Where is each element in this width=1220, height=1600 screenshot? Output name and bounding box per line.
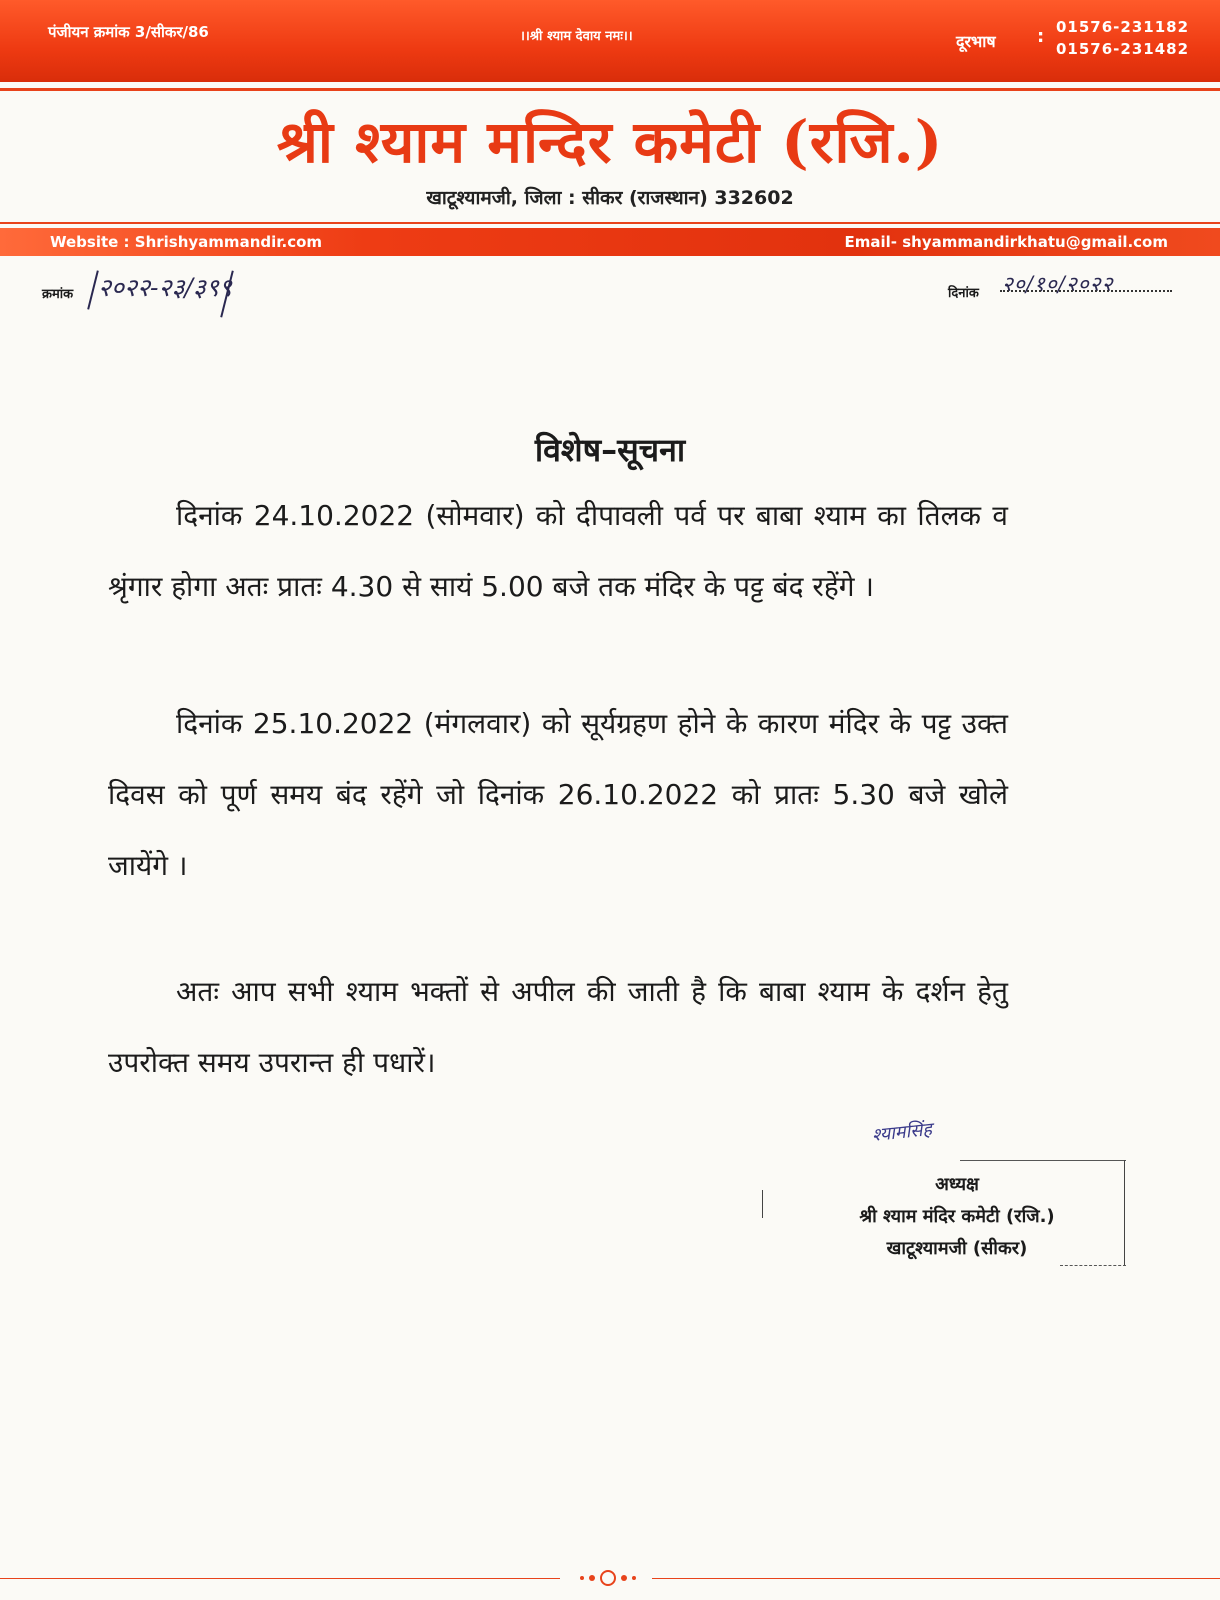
phone-label: दूरभाष	[956, 32, 996, 51]
ornament-dot	[621, 1575, 627, 1581]
date-dotted-line	[1000, 290, 1172, 292]
notice-paragraph-3: अतः आप सभी श्याम भक्तों से अपील की जाती है कि बाबा श्याम के दर्शन हेतु उपरोक्त समय उपरान्त ही पधारें।	[108, 975, 1008, 1079]
header-bar	[0, 0, 1220, 82]
phone-colon: :	[1037, 26, 1045, 47]
reference-number: २०२२-२३/३९९	[98, 273, 232, 302]
stamp-border-left	[762, 1190, 763, 1218]
phone-number-1: 01576-231182	[1056, 18, 1190, 36]
organization-name: श्री श्याम मन्दिर कमेटी (रजि.)	[276, 108, 944, 176]
handwritten-signature: श्यामसिंह	[871, 1118, 933, 1147]
contact-bar	[0, 228, 1220, 256]
signatory-title: अध्यक्ष	[935, 1174, 979, 1195]
date-value: २०/१०/२०२२	[1002, 272, 1114, 296]
stamp-border-bottom	[1060, 1265, 1126, 1266]
phone-number-2: 01576-231482	[1056, 40, 1190, 58]
ornament-center-circle	[600, 1570, 616, 1586]
ornament-dot	[580, 1576, 584, 1580]
ornament-dot	[632, 1576, 636, 1580]
footer-ornament	[568, 1570, 648, 1586]
notice-paragraph-2: दिनांक 25.10.2022 (मंगलवार) को सूर्यग्रहण होने के कारण मंदिर के पट्ट उक्त दिवस को पूर्ण समय बंद रहेंगे जो दिनांक 26.10.2022 को प्रातः 5.30 बजे खोले जायेंगे ।	[108, 707, 1008, 882]
subheader-divider	[0, 222, 1220, 224]
signatory-place: खाटूश्यामजी (सीकर)	[886, 1238, 1028, 1259]
date-label: दिनांक	[948, 286, 979, 301]
stamp-border-right	[1124, 1160, 1125, 1266]
header-divider	[0, 88, 1220, 91]
registration-number: पंजीयन क्रमांक 3/सीकर/86	[48, 23, 209, 41]
organization-address: खाटूश्यामजी, जिला : सीकर (राजस्थान) 332602	[426, 187, 794, 209]
website-text: Website : Shrishyammandir.com	[50, 233, 323, 251]
notice-paragraph-1: दिनांक 24.10.2022 (सोमवार) को दीपावली पर्व पर बाबा श्याम का तिलक व श्रृंगार होगा अतः प्रातः 4.30 से सायं 5.00 बजे तक मंदिर के पट्ट बंद रहेंगे ।	[108, 499, 1008, 603]
reference-label: क्रमांक	[42, 287, 74, 302]
email-text: Email- shyammandirkhatu@gmail.com	[844, 233, 1168, 251]
footer-line-left	[0, 1578, 560, 1579]
header-mantra: ।।श्री श्याम देवाय नमः।।	[520, 29, 633, 44]
stamp-border-top	[960, 1160, 1126, 1161]
footer-line-right	[652, 1578, 1220, 1579]
notice-heading: विशेष–सूचना	[534, 431, 686, 469]
ornament-dot	[589, 1575, 595, 1581]
signatory-organization: श्री श्याम मंदिर कमेटी (रजि.)	[859, 1206, 1055, 1227]
